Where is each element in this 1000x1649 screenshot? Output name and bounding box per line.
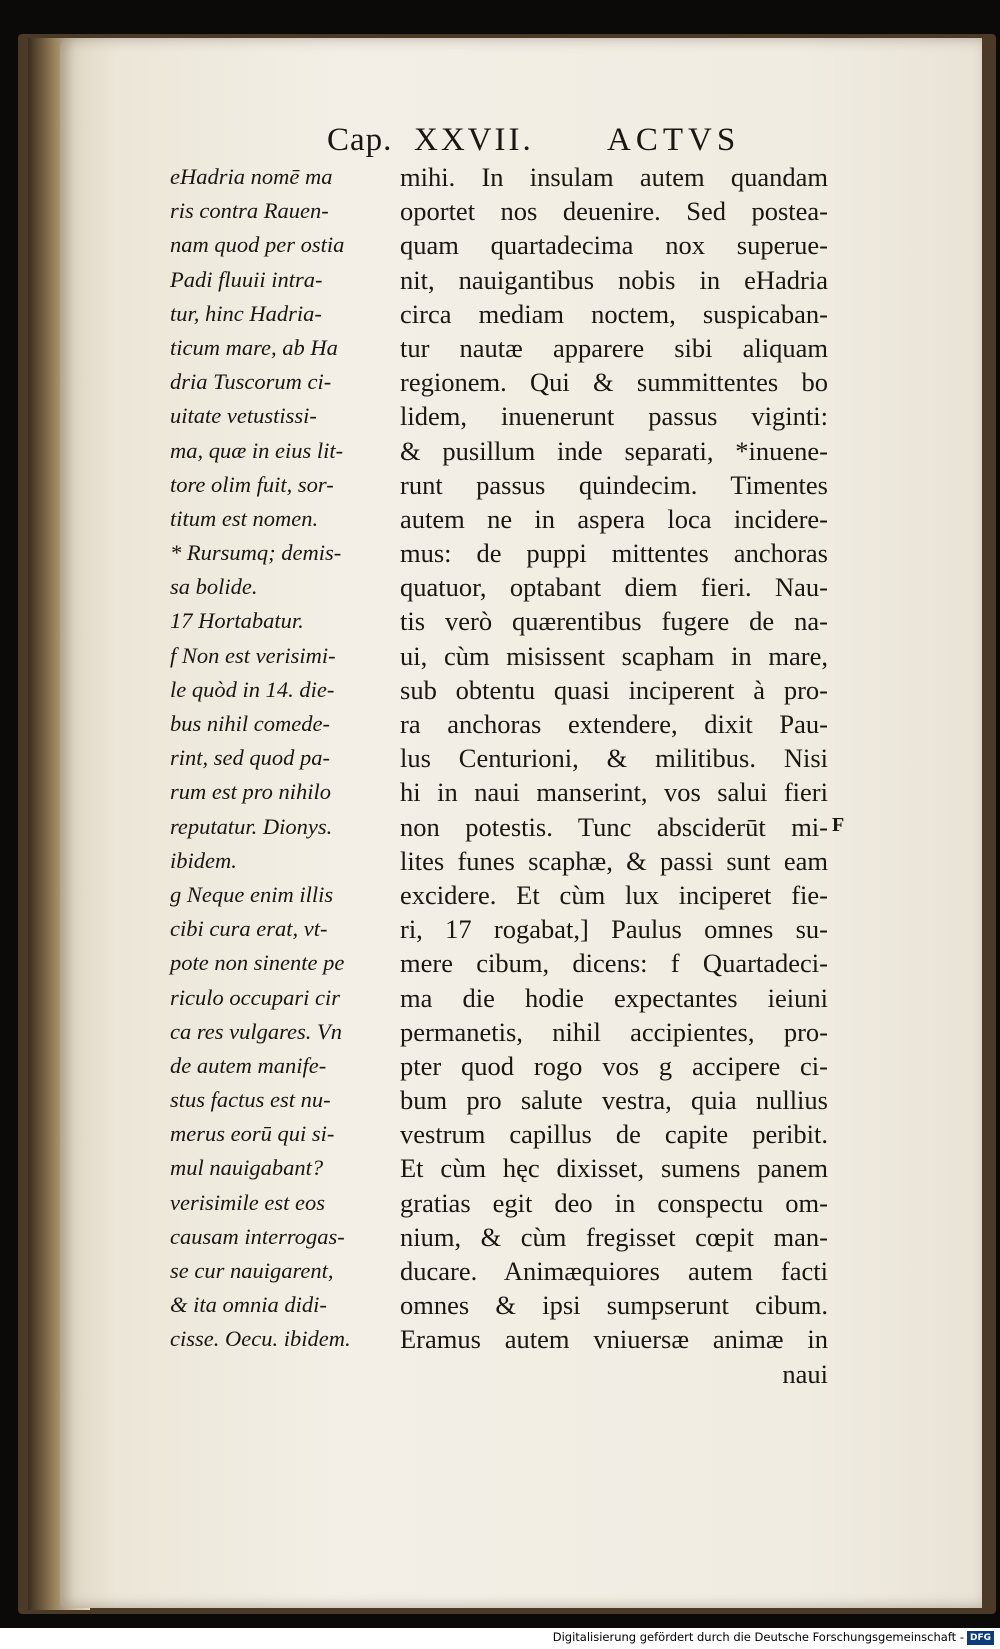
margin-note-line: nam quod per ostia (170, 232, 345, 258)
running-title: ACTVS (607, 122, 741, 158)
text-line: & pusillum inde separati, *inuene- (400, 435, 828, 466)
margin-note-line: rum est pro nihilo (170, 779, 332, 805)
text-line: sub obtentu quasi inciperent à pro- (400, 674, 828, 705)
text-line: excidere. Et cùm lux inciperet fie- (400, 879, 828, 910)
margin-note-line: 17 Hortabatur. (170, 608, 304, 634)
text-line: permanetis, nihil accipientes, pro- (400, 1016, 828, 1047)
text-line: oportet nos deuenire. Sed postea- (400, 196, 828, 227)
margin-note-line: & ita omnia didi- (170, 1292, 327, 1318)
section-marker: F (832, 814, 845, 836)
margin-note-line: sa bolide. (170, 574, 258, 600)
dfg-logo: DFG (967, 1631, 994, 1645)
margin-notes (170, 160, 392, 1357)
text-line: lus Centurioni, & militibus. Nisi (400, 743, 828, 774)
digitization-footer (0, 1628, 1000, 1649)
text-line: vestrum capillus de capite peribit. (400, 1119, 828, 1150)
margin-note-line: eHadria nomē ma (170, 164, 333, 189)
text-line: ui, cùm misissent scapham in mare, (400, 640, 828, 671)
margin-note-line: uitate vetustissi- (170, 403, 317, 429)
margin-note-line: de autem manife- (170, 1052, 327, 1078)
text-line: quatuor, optabant diem fieri. Nau- (400, 572, 828, 603)
margin-note-line: titum est nomen. (170, 505, 319, 531)
text-line: runt passus quindecim. Timentes (400, 469, 828, 500)
margin-note-line: le quòd in 14. die- (170, 676, 335, 702)
chapter-label: Cap. (327, 122, 393, 158)
text-line: hi in naui manserint, vos salui fieri (400, 777, 828, 808)
margin-note-line: ris contra Rauen- (170, 198, 329, 224)
chapter-number: XXVII. (414, 122, 534, 158)
margin-note-line: tore olim fuit, sor- (170, 471, 334, 497)
text-line: lites funes scaphæ, & passi sunt eam (400, 845, 828, 876)
margin-note-line: causam interrogas- (170, 1223, 345, 1249)
margin-note-line: se cur nauigarent, (170, 1258, 334, 1283)
text-line: autem ne in aspera loca incidere- (400, 503, 828, 534)
text-line: ra anchoras extendere, dixit Pau- (400, 709, 828, 739)
text-line: ma die hodie expectantes ieiuni (400, 982, 828, 1013)
text-line: mihi. In insulam autem quandam (400, 162, 828, 192)
margin-note-line: dria Tuscorum ci- (170, 369, 332, 395)
text-line: ri, 17 rogabat,] Paulus omnes su- (400, 914, 828, 945)
margin-note-line: stus factus est nu- (170, 1087, 331, 1113)
text-line: ducare. Animæquiores autem facti (400, 1256, 828, 1286)
margin-note-line: cisse. Oecu. ibidem. (170, 1326, 351, 1352)
margin-note-line: merus eorū qui si- (170, 1121, 335, 1147)
margin-note-line: bus nihil comede- (170, 711, 330, 736)
margin-note-line: ibidem. (170, 847, 237, 873)
margin-note-line: verisimile est eos (170, 1189, 325, 1215)
text-line: tis verò quærentibus fugere de na- (400, 606, 828, 637)
text-line: nit, nauigantibus nobis in eHadria (400, 264, 828, 295)
margin-note-line: tur, hinc Hadria- (170, 300, 322, 326)
text-line: naui (782, 1358, 828, 1389)
text-line: non potestis. Tunc absciderūt mi- (400, 811, 828, 842)
margin-note-line: Padi fluuii intra- (170, 266, 323, 292)
footer-credit: Digitalisierung gefördert durch die Deutsche Forschungsgemeinschaft - (552, 1630, 964, 1644)
text-line: mere cibum, dicens: f Quartadeci- (400, 948, 828, 979)
margin-note-line: g Neque enim illis (170, 881, 334, 907)
margin-note-line: pote non sinente pe (170, 950, 345, 976)
text-line: regionem. Qui & summittentes bo (400, 367, 828, 398)
text-line: bum pro salute vestra, quia nullius (400, 1085, 828, 1116)
main-text-column (400, 160, 828, 1391)
margin-note-line: rint, sed quod pa- (170, 745, 330, 771)
text-line: nium, & cùm fregisset cœpit man- (400, 1221, 828, 1252)
text-line: pter quod rogo vos g accipere ci- (400, 1050, 828, 1081)
text-line: circa mediam noctem, suspicaban- (400, 298, 828, 329)
text-line: lidem, inuenerunt passus viginti: (400, 401, 828, 432)
margin-note-line: riculo occupari cir (170, 984, 340, 1010)
margin-note-line: cibi cura erat, vt- (170, 916, 328, 942)
margin-note-line: reputatur. Dionys. (170, 813, 333, 839)
text-line: mus: de puppi mittentes anchoras (400, 538, 828, 569)
margin-note-line: * Rursumq; demis- (170, 540, 342, 566)
text-line: Et cùm hęc dixisset, sumens panem (400, 1153, 828, 1184)
text-line: omnes & ipsi sumpserunt cibum. (400, 1290, 828, 1321)
text-line: tur nautæ apparere sibi aliquam (400, 332, 828, 363)
margin-note-line: f Non est verisimi- (170, 642, 336, 668)
text-line: gratias egit deo in conspectu om- (400, 1187, 828, 1218)
text-line: quam quartadecima nox superue- (400, 230, 828, 261)
margin-note-line: ma, quæ in eius lit- (170, 437, 344, 463)
margin-note-line: mul nauigabant? (170, 1155, 324, 1181)
text-line: Eramus autem vniuersæ animæ in (400, 1324, 828, 1355)
margin-note-line: ticum mare, ab Ha (170, 334, 338, 360)
margin-note-line: ca res vulgares. Vn (170, 1018, 343, 1044)
